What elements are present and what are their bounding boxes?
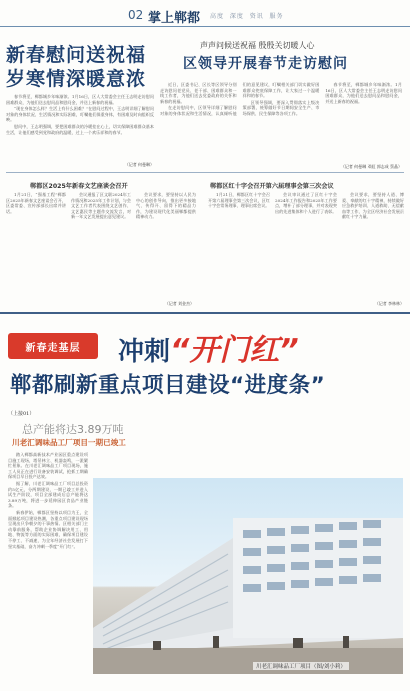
project-photo [93,478,403,674]
stat-heading: 总产能将达3.89万吨 [22,423,124,436]
paragraph: 慰问中，王志明强调，要把困难群众的冷暖挂在心上，切实保障困难群众基本生活，让他们感受到党和政府的温暖，过上一个欢乐祥和的春节。 [6,123,154,135]
article4-body [208,192,404,300]
paragraph: 区领导强调，要深入贯彻落实上级决策部署，统筹做好节日期间安全生产、市场保供、民生保障等各项工作。 [242,99,320,116]
column-logo [8,333,98,359]
paragraph: 据了解，川老汇调味品工厂项目总投资约5亿元，分两期建设，一期已竣工并进入试生产阶段，项目全部建成后总产能将达3.89万吨，将进一步延伸园区食品产业链条。 [8,480,88,509]
article2-body [160,82,402,162]
stat-subheading: 川老汇调味品工厂项目一期已竣工 [12,438,126,447]
paragraph: 踏入郸都高新技术产业园区重点建设项目施工现场，塔吊林立、机器轰鸣，一派繁忙景象。在川老汇调味品工厂项目现场，施工人员正在进行设备安装调试，抢抓工期确保项目早日投产达效。 [8,452,88,480]
article2-title: 区领导开展春节走访慰问 [183,56,348,72]
feature-title-highlight: “开门红” [170,333,299,368]
section-title: 掌上郸都 [148,11,201,26]
article2-kicker: 声声问候送祝福 殷殷关切暖人心 [200,41,315,50]
article1-title-line1: 新春慰问送祝福 [6,44,147,66]
article4-credit: （记者 李林林） [374,301,404,306]
tag: 资讯 [249,13,264,20]
column-logo-text: 新春走基层 [25,342,81,354]
paragraph: 1月21日，郸都区红十字会召开第六届理事会第三次会议，区红十字会常务理事、理事出席会议。 [208,192,270,209]
feature-title-prefix: 冲刺 [118,337,171,367]
factory-building-image [93,478,403,674]
photo-caption: 川老汇调味品工厂项目（图/刘小莉） [253,662,349,670]
paragraph: 会议要求，要坚持以人民为中心的创作导向，推出更多接地气、传得开、留得下的精品力作，为建设现代化美丽郸都提供精神动力。 [136,192,196,220]
article3-credit: （记者 刘金杰） [164,301,194,306]
tag: 高度 [210,13,225,20]
paragraph: 会议要求，要坚持人道、博爱、奉献的红十字精神，持续做好应急救护培训、人道救助、无偿献血等工作，为全区经济社会发展贡献红十字力量。 [342,192,404,220]
continued-label: （上接01） [8,411,35,417]
feature-title-line2: 郸都刷新重点项目建设“进度条” [10,373,326,398]
paragraph: 会议通报了区文联2024年工作情况和2025年工作计划，与会文艺工作者代表围绕文艺创作、文艺惠民等主题作交流发言，对新一年文艺发展提出意见建议。 [71,192,131,220]
paragraph: 近日，区委书记、区长等区领导分别走访慰问老党员、老干部、困难群众和一线工作者，为他们送去党委政府的关怀和新春的祝福。 [160,82,237,104]
paragraph: 新春伊始，郸都区坚持以项目为王，全面掀起项目建设热潮，各重点项目建设现场呈现出只争朝夕的干事热情。区相关部门主动靠前服务，帮助企业协调解决用工、用地、物流等方面的实际困难，确保项目建设不停工、不减速，为全年经济社会发展打下坚实基础，奋力冲刺一季度“开门红”。 [8,509,88,549]
section-tags [210,11,284,20]
paragraph: 春节将至，郸都城乡年味渐浓。1月16日，区人大常委会主任王志明走访慰问困难群众，为他们送去慰问品和慰问金，并送上新春的祝福。 [325,82,402,104]
paragraph: 春节将至，郸都城乡年味渐浓。1月16日，区人大常委会主任王志明走访慰问困难群众，为他们送去慰问品和慰问金，并送上新春的祝福。 [6,94,154,105]
tag: 服务 [269,13,284,20]
article1-credit: （记者 何曼琳） [124,162,154,167]
article3-body [6,192,196,300]
tag: 深度 [229,13,244,20]
feature-divider [0,312,410,314]
header-rule [0,26,410,27]
article1-body [6,94,154,160]
article2-credit: （记者 何曼琳 邓虹 郭志成 蔡晶） [340,164,402,169]
paragraph: “现在身体怎么样？生活上有什么困难？”在慰问过程中，王志明详细了解慰问对象的身体状况、生活情况和实际困难，叮嘱他们保重身体，有困难及时向组织反映。 [6,106,154,123]
paragraph: 会议审议通过了区红十字会2024年工作报告和2025年工作要点，增补了部分理事，并对表现突出的先进集体和个人进行了表彰。 [275,192,337,214]
article4-title: 郸都区红十字会召开第六届理事会第三次会议 [210,183,334,190]
page-number: 02 [128,8,144,22]
article3-title: 郸都区2025年新春文艺座谈会召开 [30,183,128,190]
article1-title-line2: 岁寒情深暖意浓 [6,68,147,90]
feature-title-line1 [118,325,299,369]
paragraph: 在走访慰问中，区领导详细了解慰问对象的身体状况和生活情况，认真倾听他们的意见建议，叮嘱相关部门切实做好困难群众兜底保障工作，让大家过一个温暖祥和的春节。 [160,82,320,116]
paragraph: 1月21日，“强基工程”郸都区2025年新春文艺座谈会召开，区委常委、宣传部部长出席并讲话。 [6,192,66,214]
section-divider [6,172,404,173]
feature-body [8,452,88,684]
